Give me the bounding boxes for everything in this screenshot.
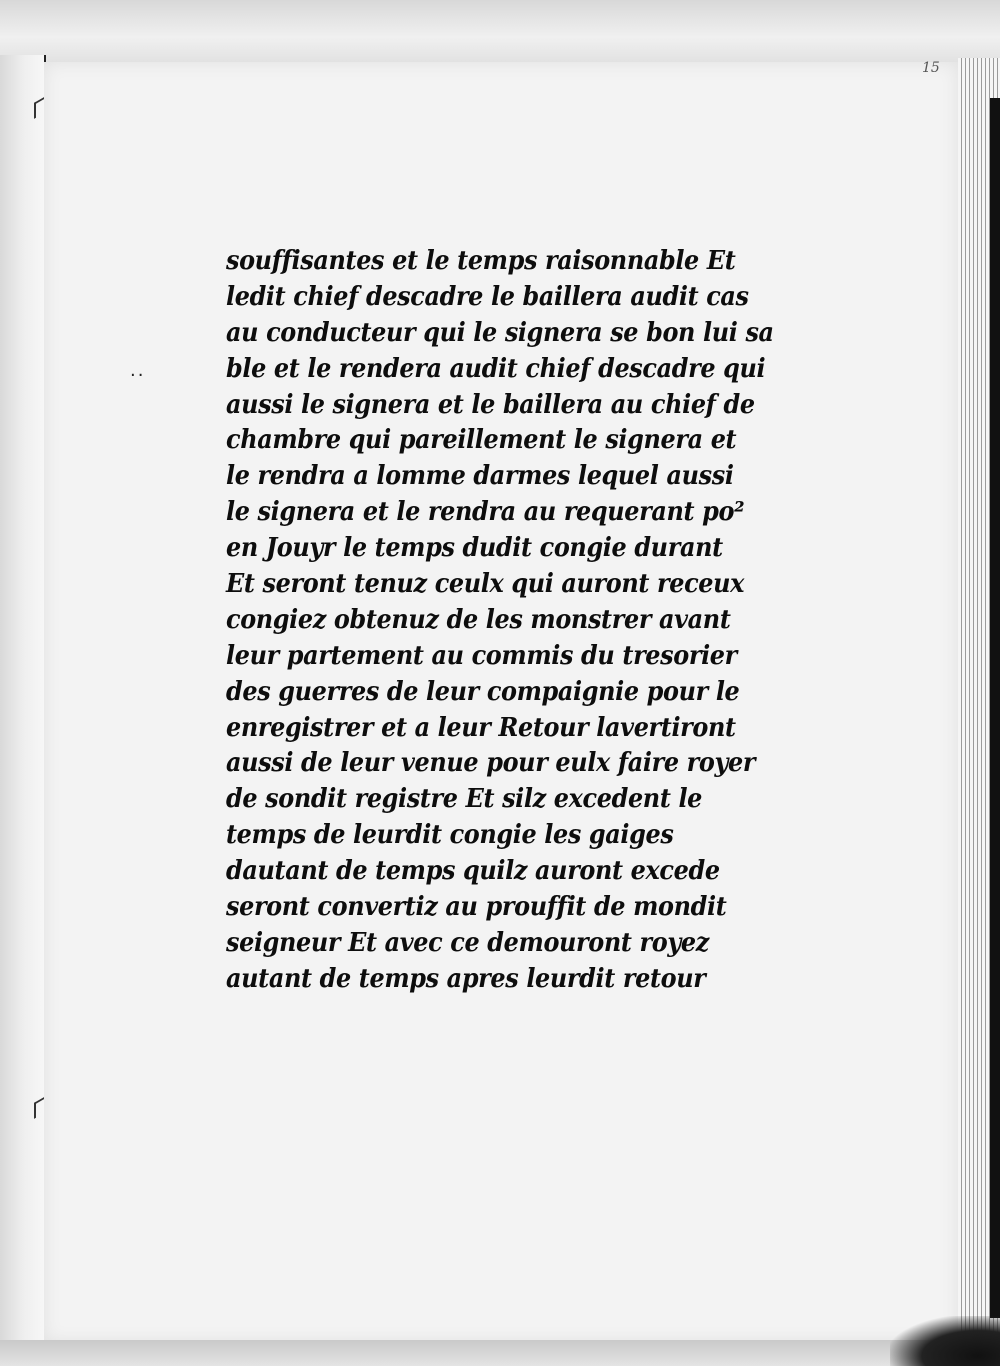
text-line-content: aussi le signera et le baillera au chief de [226, 389, 755, 420]
text-line-content: le signera et le rendra au requerant po² [226, 497, 745, 528]
text-line [226, 675, 786, 711]
text-line-content: dautant de temps quilz auront excede [226, 856, 720, 887]
text-line [226, 711, 786, 747]
text-line-content: chambre qui pareillement le signera et [226, 425, 737, 456]
text-line [226, 890, 786, 926]
text-line [226, 603, 786, 639]
text-line-content: ble et le rendera audit chief descadre qui [226, 353, 766, 384]
text-line [226, 531, 786, 567]
text-line-content: au conducteur qui le signera se bon lui sa [226, 317, 774, 348]
text-line-content: souffisantes et le temps raisonnable Et [226, 246, 736, 276]
text-line-content: des guerres de leur compaignie pour le [226, 676, 740, 707]
text-line [226, 459, 786, 495]
text-line-content: de sondit registre Et silz excedent le [226, 784, 703, 815]
text-line [226, 280, 786, 316]
text-line-content: Et seront tenuz ceulx qui auront receux [226, 569, 745, 600]
text-line-content: en Jouyr le temps dudit congie durant [226, 533, 723, 564]
manuscript-text [226, 244, 786, 998]
page-edge-shadow [990, 98, 1000, 1318]
text-line [226, 854, 786, 890]
text-line [226, 639, 786, 675]
binding-gutter [0, 55, 46, 1345]
text-line [226, 746, 786, 782]
text-line-content: autant de temps apres leurdit retour [226, 963, 706, 994]
top-margin-strip [0, 0, 1000, 62]
text-line [226, 567, 786, 603]
text-line-content: ledit chief descadre le baillera audit cas [226, 281, 749, 312]
bottom-corner-shadow [890, 1316, 1000, 1366]
text-line [226, 244, 786, 280]
text-line [226, 495, 786, 531]
margin-mark: .. [130, 360, 146, 381]
text-line [226, 962, 786, 998]
text-line [226, 782, 786, 818]
folio-number: 15 [922, 60, 940, 76]
text-line-content: enregistrer et a leur Retour lavertiront [226, 712, 736, 743]
text-line [226, 316, 786, 352]
text-line [226, 352, 786, 388]
text-line-content: congiez obtenuz de les monstrer avant [226, 604, 731, 635]
text-line-content: seront convertiz au prouffit de mondit [226, 892, 727, 923]
page-edges [958, 58, 1000, 1366]
text-line-content: temps de leurdit congie les gaiges [226, 820, 674, 851]
text-line-content: le rendra a lomme darmes lequel aussi [226, 461, 734, 492]
text-line [226, 423, 786, 459]
text-line-content: aussi de leur venue pour eulx faire royer [226, 748, 756, 779]
bottom-margin-strip [0, 1340, 960, 1366]
text-line [226, 818, 786, 854]
text-line-content: leur partement au commis du tresorier [226, 640, 737, 671]
text-line-content: seigneur Et avec ce demouront royez [226, 927, 709, 958]
text-line [226, 926, 786, 962]
text-line [226, 388, 786, 424]
